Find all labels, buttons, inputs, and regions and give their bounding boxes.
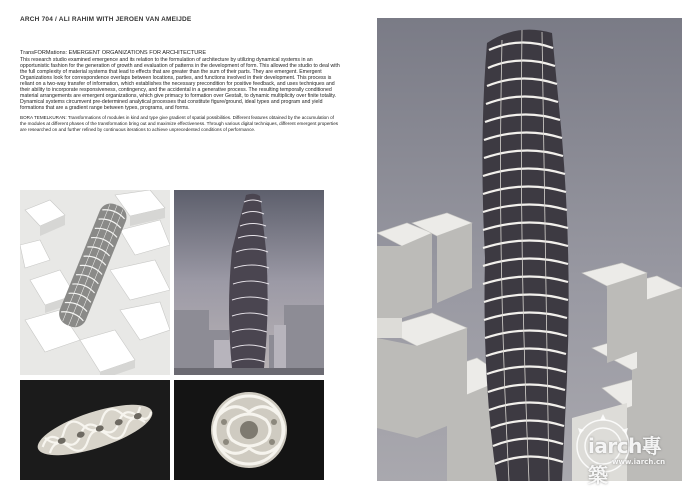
physical-model-end [174, 380, 324, 480]
course-header: ARCH 704 / ALI RAHIM WITH JEROEN VAN AMEIJDE [20, 16, 192, 23]
project-caption: BORA TEMELKURAN: Transformations of modules in kind and type give gradient of spatial possibilities. Different features obtained by the accumulation of the modules at different phases of the transformation bring out and maximize effectiveness. Through various digital techniques, different emergent properties are researched on and further refined by continuous iterations to achieve unprecedented conditions of performance. [20, 115, 339, 132]
studio-title: TransFORMations: EMERGENT ORGANIZATIONS FOR ARCHITECTURE [20, 50, 207, 56]
physical-model-side [20, 380, 170, 480]
watermark-brand: iarch專築 [588, 434, 662, 487]
studio-body-text: This research studio examined emergence and its relation to the formulation of architecture by utilizing dynamical systems in an opportunistic fashion for the generation of growth and evaluation of patterns in the development of form. This allowed the studio to deal with the full complexity of material systems that lead to effects that are greater than the sum of their parts. They are emergent. Emergent Organizations look for correspondence overlaps between locations, parties, and functions involved in their development. This process is reliant on a two-way transfer of information, which establishes the necessary precondition for positive feedback, and uses techniques and their ability to incorporate responsiveness, contingency, and the accidental in a generative process. The resulting temporally conditioned material arrangements are emergent organizations, which give primacy to formation over Gestalt, to dynamic multiplicity over finite totality. Dynamical systems circumvent pre-determined analytical processes that constitute figure/ground, ideal types and program and yield formations that are a gradient range between types, programs, and forms. [20, 56, 340, 112]
aerial-city-render [20, 190, 170, 375]
watermark [568, 408, 680, 487]
watermark-url: www.iarch.cn [612, 458, 666, 466]
studio-description [20, 50, 340, 132]
dusk-tower-render [174, 190, 324, 375]
